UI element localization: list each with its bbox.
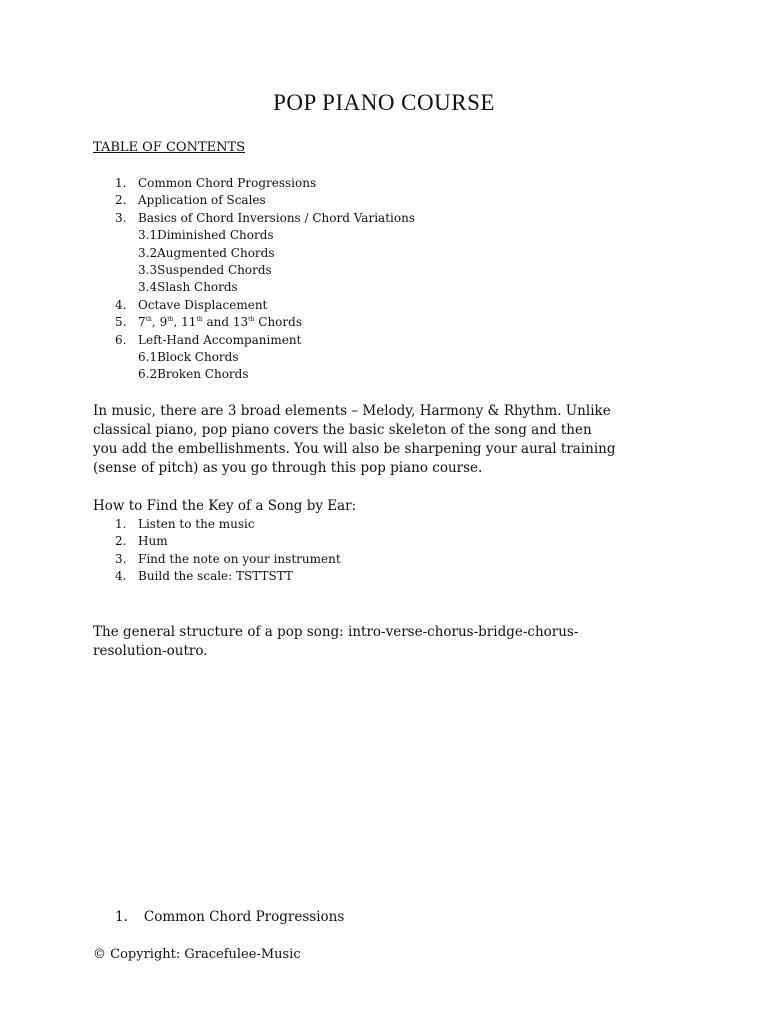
structure-paragraph <box>93 623 693 661</box>
intro-paragraph <box>93 402 693 478</box>
page-title: POP PIANO COURSE <box>273 90 495 115</box>
key-section-heading: How to Find the Key of a Song by Ear: <box>93 498 357 514</box>
section-heading: 1. Common Chord Progressions <box>115 909 345 925</box>
toc-heading: TABLE OF CONTENTS <box>93 140 246 155</box>
document-page: POP PIANO COURSE TABLE OF CONTENTS 1. Common Chord Progressions 2. Application of Scales 3. Basics of Chord Inversions / Chord Variations 3.1Diminished Chords 3.2Augmented Chords 3.3Suspended Chords 3.4Slash Chords 4. Octave Displacement 5. 7th, 9th, 11th and 13th Chords 6. Left-Hand Accompaniment 6.1Block Chords 6.2Broken Chords In music, there are 3 broad elements – Melody, Harmony & Rhythm. Unlike classical piano, pop piano covers the basic skeleton of the song and then you add the embellishments. You will also be sharpening your aural training (sense of pitch) as you go through this pop piano course. How to Find the Key of a Song by Ear: 1. Listen to the music 2. Hum 3. Find the note on your instrument 4. Build the scale: TSTTSTT The general structure of a pop song: intro-verse-chorus-bridge-chorus- resolution-outro. 1. Common Chord Progressions © Copyright: Gracefulee-Music <box>0 0 768 1024</box>
copyright-footer: © Copyright: Gracefulee-Music <box>93 947 301 962</box>
text-line: In music, there are 3 broad elements – Melody, Harmony & Rhythm. Unlike <box>93 403 611 419</box>
text-line: (sense of pitch) as you go through this pop piano course. <box>93 460 483 476</box>
text-line: resolution-outro. <box>93 643 208 659</box>
text-line: you add the embellishments. You will also be sharpening your aural training <box>93 441 616 457</box>
text-line: The general structure of a pop song: intro-verse-chorus-bridge-chorus- <box>93 624 579 640</box>
text-line: classical piano, pop piano covers the basic skeleton of the song and then <box>93 422 592 438</box>
